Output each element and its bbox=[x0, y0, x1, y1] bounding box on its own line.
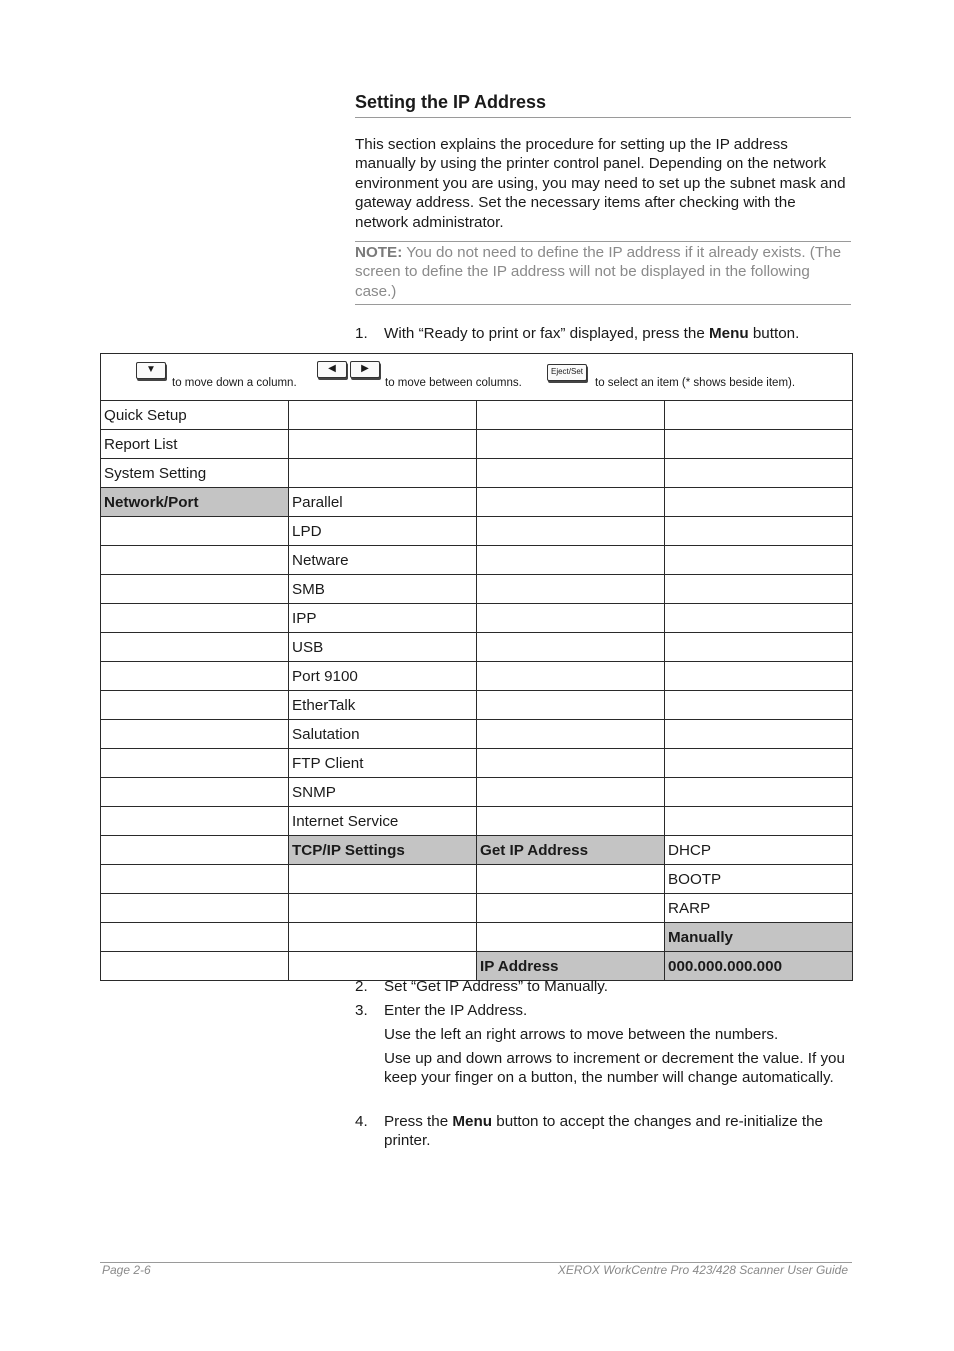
step-3-detail-1: Use the left an right arrows to move between the numbers. bbox=[384, 1026, 779, 1043]
menu-row bbox=[101, 604, 853, 633]
menu-cell bbox=[101, 575, 289, 604]
menu-row bbox=[101, 691, 853, 720]
page-number: Page 2-6 bbox=[102, 1263, 151, 1277]
menu-cell: IP Address bbox=[477, 952, 665, 981]
guide-title: XEROX WorkCentre Pro 423/428 Scanner User Guide bbox=[557, 1263, 848, 1277]
key-legend-row bbox=[101, 354, 853, 401]
menu-cell bbox=[665, 778, 853, 807]
menu-cell bbox=[289, 430, 477, 459]
menu-cell bbox=[477, 604, 665, 633]
menu-cell bbox=[665, 807, 853, 836]
menu-cell bbox=[665, 459, 853, 488]
menu-cell bbox=[477, 865, 665, 894]
menu-cell bbox=[665, 662, 853, 691]
menu-cell: Internet Service bbox=[289, 807, 477, 836]
menu-cell bbox=[477, 778, 665, 807]
menu-cell bbox=[477, 807, 665, 836]
menu-row bbox=[101, 720, 853, 749]
menu-cell bbox=[665, 575, 853, 604]
menu-cell: SNMP bbox=[289, 778, 477, 807]
menu-cell bbox=[101, 546, 289, 575]
menu-cell: System Setting bbox=[101, 459, 289, 488]
menu-tree-table bbox=[100, 353, 853, 981]
menu-cell bbox=[477, 459, 665, 488]
menu-cell bbox=[101, 923, 289, 952]
menu-cell bbox=[101, 691, 289, 720]
section-title: Setting the IP Address bbox=[355, 92, 851, 118]
menu-cell bbox=[665, 488, 853, 517]
menu-cell bbox=[665, 604, 853, 633]
menu-cell: BOOTP bbox=[665, 865, 853, 894]
menu-cell: USB bbox=[289, 633, 477, 662]
menu-cell bbox=[477, 691, 665, 720]
menu-cell bbox=[665, 691, 853, 720]
menu-row bbox=[101, 401, 853, 430]
menu-cell: Salutation bbox=[289, 720, 477, 749]
menu-cell bbox=[101, 778, 289, 807]
intro-paragraph: This section explains the procedure for setting up the IP address manually by using the printer control panel. Depending on the network environment you are using, you may need to set up the subnet mask and gateway address. Set the necessary items after checking with the network administrator. bbox=[355, 136, 846, 231]
legend-down-text: to move down a column. bbox=[172, 377, 297, 389]
menu-cell bbox=[477, 894, 665, 923]
menu-cell: 000.000.000.000 bbox=[665, 952, 853, 981]
menu-row bbox=[101, 836, 853, 865]
menu-cell bbox=[665, 517, 853, 546]
menu-cell: Network/Port bbox=[101, 488, 289, 517]
down-arrow-key-icon: ▼ bbox=[136, 362, 166, 379]
menu-row bbox=[101, 778, 853, 807]
menu-row bbox=[101, 662, 853, 691]
step-1 bbox=[355, 324, 851, 344]
step-number: 4. bbox=[355, 1113, 368, 1130]
menu-row bbox=[101, 430, 853, 459]
menu-cell bbox=[289, 923, 477, 952]
menu-cell: Parallel bbox=[289, 488, 477, 517]
menu-row bbox=[101, 488, 853, 517]
menu-cell bbox=[665, 749, 853, 778]
menu-cell bbox=[101, 865, 289, 894]
menu-cell bbox=[101, 952, 289, 981]
menu-cell bbox=[665, 546, 853, 575]
menu-cell bbox=[477, 720, 665, 749]
menu-cell bbox=[101, 662, 289, 691]
right-arrow-key-icon: ▶ bbox=[350, 361, 380, 378]
note-label: NOTE: bbox=[355, 244, 403, 261]
menu-cell: Port 9100 bbox=[289, 662, 477, 691]
step-text: With “Ready to print or fax” displayed, press the Menu button. bbox=[384, 325, 800, 342]
menu-cell bbox=[101, 836, 289, 865]
menu-cell: TCP/IP Settings bbox=[289, 836, 477, 865]
menu-cell bbox=[101, 720, 289, 749]
key-legend bbox=[101, 354, 853, 401]
left-arrow-key-icon: ◀ bbox=[317, 361, 347, 378]
menu-cell bbox=[477, 401, 665, 430]
eject-set-key-icon: Eject/Set bbox=[547, 364, 587, 381]
menu-row bbox=[101, 459, 853, 488]
menu-cell bbox=[665, 401, 853, 430]
menu-row bbox=[101, 807, 853, 836]
menu-cell bbox=[477, 517, 665, 546]
step-number: 3. bbox=[355, 1002, 368, 1019]
legend-select-text: to select an item (* shows beside item). bbox=[595, 377, 796, 389]
menu-cell: Manually bbox=[665, 923, 853, 952]
menu-cell: Quick Setup bbox=[101, 401, 289, 430]
note-box bbox=[355, 241, 851, 305]
menu-cell: Netware bbox=[289, 546, 477, 575]
menu-cell bbox=[101, 894, 289, 923]
menu-keyword: Menu bbox=[452, 1113, 493, 1130]
menu-keyword: Menu bbox=[708, 325, 749, 342]
step-text: Enter the IP Address. bbox=[384, 1002, 528, 1019]
menu-row bbox=[101, 517, 853, 546]
menu-cell bbox=[665, 430, 853, 459]
menu-cell: FTP Client bbox=[289, 749, 477, 778]
menu-cell bbox=[101, 749, 289, 778]
menu-cell bbox=[665, 720, 853, 749]
menu-row bbox=[101, 749, 853, 778]
menu-cell bbox=[477, 662, 665, 691]
menu-row bbox=[101, 923, 853, 952]
menu-cell: SMB bbox=[289, 575, 477, 604]
note-text: You do not need to define the IP address if it already exists. (The screen to define the IP address will not be displayed in the following case.) bbox=[355, 244, 842, 300]
menu-cell: IPP bbox=[289, 604, 477, 633]
step-4 bbox=[355, 1112, 851, 1152]
menu-cell: RARP bbox=[665, 894, 853, 923]
menu-cell bbox=[101, 517, 289, 546]
menu-cell bbox=[101, 807, 289, 836]
menu-row bbox=[101, 633, 853, 662]
menu-cell: DHCP bbox=[665, 836, 853, 865]
menu-cell bbox=[289, 459, 477, 488]
menu-cell bbox=[477, 488, 665, 517]
menu-cell bbox=[289, 894, 477, 923]
menu-cell bbox=[477, 923, 665, 952]
menu-cell bbox=[665, 633, 853, 662]
step-3-detail-2: Use up and down arrows to increment or decrement the value. If you keep your finger on a button, the number will change automatically. bbox=[384, 1050, 845, 1087]
menu-cell: Report List bbox=[101, 430, 289, 459]
menu-cell bbox=[477, 633, 665, 662]
menu-cell bbox=[477, 546, 665, 575]
step-text: Set “Get IP Address” to Manually. bbox=[384, 978, 608, 995]
menu-cell bbox=[101, 633, 289, 662]
menu-cell bbox=[477, 430, 665, 459]
menu-row bbox=[101, 894, 853, 923]
menu-row bbox=[101, 865, 853, 894]
menu-row bbox=[101, 546, 853, 575]
menu-cell: EtherTalk bbox=[289, 691, 477, 720]
legend-columns-text: to move between columns. bbox=[385, 377, 522, 389]
step-3 bbox=[355, 1001, 851, 1021]
menu-cell bbox=[477, 749, 665, 778]
step-number: 1. bbox=[355, 325, 368, 342]
step-text: Press the Menu button to accept the changes and re-initialize the printer. bbox=[384, 1113, 823, 1150]
menu-cell bbox=[477, 575, 665, 604]
menu-cell: Get IP Address bbox=[477, 836, 665, 865]
menu-cell bbox=[289, 401, 477, 430]
step-2 bbox=[355, 977, 851, 997]
menu-cell bbox=[101, 604, 289, 633]
menu-cell bbox=[289, 865, 477, 894]
menu-cell: LPD bbox=[289, 517, 477, 546]
step-number: 2. bbox=[355, 978, 368, 995]
menu-row bbox=[101, 575, 853, 604]
